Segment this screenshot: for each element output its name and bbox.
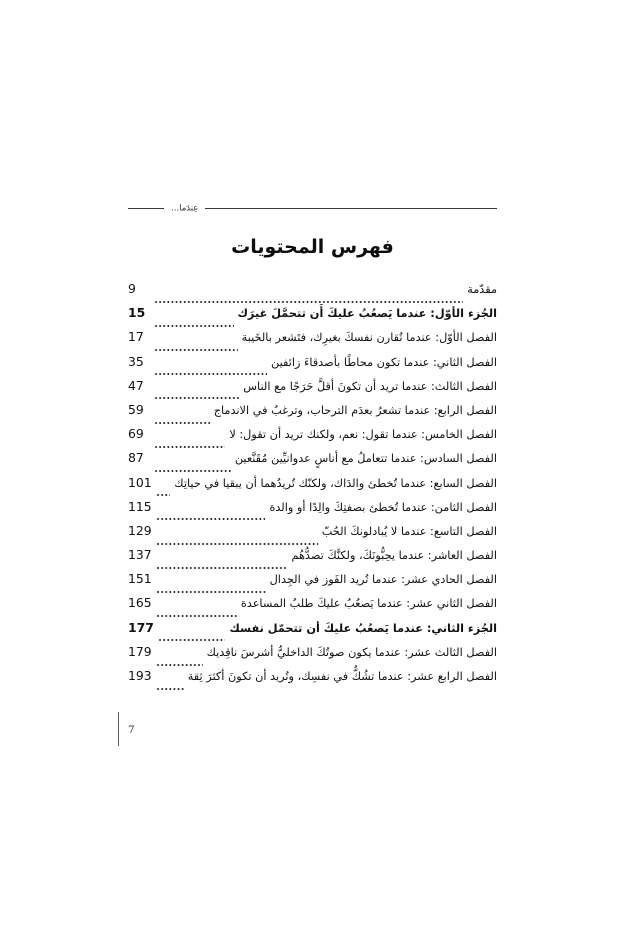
toc-entry-label: الفصل الحادي عشر: عندما تُريد الفَوز في الجِدال <box>269 573 497 587</box>
toc-entry-label: الفصل الثاني: عندما تكون محاطًا بأصدقاءَ زائفين <box>270 355 497 369</box>
toc-entry-page-number: 115 <box>128 498 152 514</box>
toc-entry[interactable] <box>128 597 497 621</box>
toc-entry-label: الفصل الثامن: عندما تُخطئ بصفتِكَ والِدًا أو والدة <box>269 500 497 514</box>
toc-entry-label: الفصل العاشر: عندما يحِبُّونَكَ، ولكنَّكَ تصدُّهُم <box>291 549 497 563</box>
toc-entry-page-number: 193 <box>128 668 152 683</box>
toc-entry[interactable] <box>128 283 497 307</box>
toc-entry-page-number: 137 <box>128 547 152 563</box>
folio-rule <box>118 712 119 746</box>
running-head-text: عِندَما... <box>171 203 199 214</box>
toc-dot-leader <box>154 320 234 329</box>
toc-entry[interactable] <box>128 522 497 549</box>
toc-dot-leader <box>154 465 231 474</box>
toc-dot-leader <box>154 368 267 377</box>
toc-entry[interactable] <box>128 643 497 670</box>
running-head <box>128 200 497 216</box>
toc-entry[interactable] <box>128 549 497 573</box>
toc-entry[interactable] <box>128 428 497 452</box>
toc-entry[interactable] <box>128 670 497 694</box>
toc-entry-label: الفصل التاسع: عندما لا يُبادلونكَ الحُبّ <box>321 524 497 538</box>
toc-dot-leader <box>156 610 237 619</box>
toc-entry-page-number: 165 <box>128 595 152 611</box>
page-title: فهرس المحتويات <box>231 236 394 258</box>
toc-entry-list <box>128 283 497 694</box>
toc-entry[interactable] <box>128 377 497 404</box>
toc-dot-leader <box>156 489 171 498</box>
toc-entry-page-number: 59 <box>128 401 144 417</box>
toc-entry-label: الفصل الخامس: عندما تقول: نعم، ولكنك تريد أن تقول: لا <box>229 428 497 442</box>
toc-entry[interactable] <box>128 452 497 476</box>
toc-dot-leader <box>154 296 463 305</box>
toc-entry-label: الفصل السادس: عندما تتعاملُ مع أناسٍ عدوانيِّين مُقَنَّعين <box>234 452 497 466</box>
toc-dot-leader <box>154 392 239 401</box>
toc-dot-leader <box>154 417 210 426</box>
toc-entry-page-number: 177 <box>128 619 154 635</box>
toc-entry-label: الفصل الثالث عشر: عندما يكون صوتُكَ الداخليُّ أشرسَ ناقِديك <box>206 645 497 659</box>
toc-entry-label: مقدّمة <box>467 283 497 296</box>
toc-dot-leader <box>156 659 203 668</box>
toc-entry-label: الفصل الرابع: عندما تشعرُ بعدَم الترحاب، وترغبُ في الاندماج <box>213 403 497 417</box>
toc-dot-leader <box>154 441 225 450</box>
toc-dot-leader <box>156 538 318 547</box>
toc-entry-label: الفصل الرابع عشر: عندما تشُكُّ في نفسِك، وتُريد أن تكونَ أكثرَ ثِقة <box>187 670 497 683</box>
toc-entry-label: الفصل الثاني عشر: عندما يَصعُبُ عليكَ طلبُ المساعدة <box>240 597 497 611</box>
toc-entry-page-number: 9 <box>128 281 136 296</box>
toc-dot-leader <box>156 683 184 692</box>
running-head-rule-outer <box>128 208 164 209</box>
toc-entry-page-number: 47 <box>128 377 144 393</box>
toc-entry-page-number: 17 <box>128 329 144 345</box>
toc-entry[interactable] <box>128 619 497 646</box>
toc-entry[interactable] <box>128 307 497 331</box>
toc-entry-label: الفصل الأوّل: عندما تُقارن نفسكَ بغيرِك، فتَشعر بالخَيبة <box>241 331 497 345</box>
toc-entry[interactable] <box>128 353 497 380</box>
toc-entry[interactable] <box>128 573 497 597</box>
folio <box>118 712 178 752</box>
toc-entry-page-number: 35 <box>128 353 144 369</box>
toc-entry-label: الجُزء الأوّل: عندما يَصعُبُ عليكَ أَن تتحمَّلَ غيرَك <box>237 307 497 321</box>
toc-entry-page-number: 69 <box>128 426 144 442</box>
toc-entry[interactable] <box>128 401 497 428</box>
toc-dot-leader <box>156 513 266 522</box>
toc-entry[interactable] <box>128 331 497 355</box>
folio-number: 7 <box>128 724 135 736</box>
toc-entry[interactable] <box>128 498 497 525</box>
toc-entry-label: الفصل السابع: عندما تُخطئ والدَاك، ولكنّك تُريدُهما أن يبقيا في حياتِك <box>174 476 497 490</box>
toc-entry-page-number: 179 <box>128 643 152 659</box>
toc-entry-page-number: 151 <box>128 571 152 587</box>
toc-entry-label: الجُزء الثاني: عندما يَصعُبُ عليكَ أن تتحمّل نفسك <box>229 621 497 635</box>
toc-dot-leader <box>156 562 288 571</box>
toc-dot-leader <box>158 634 226 643</box>
toc-entry[interactable] <box>128 474 497 501</box>
toc-entry-page-number: 87 <box>128 450 144 466</box>
toc-entry-page-number: 101 <box>128 474 152 490</box>
running-head-rule-inner <box>205 208 497 209</box>
toc-entry-page-number: 129 <box>128 522 152 538</box>
toc-dot-leader <box>154 344 238 353</box>
toc-dot-leader <box>156 586 266 595</box>
toc-entry-label: الفصل الثالث: عندما تريد أن تكونَ أقلَّ حَرَجًا مع الناس <box>243 379 497 393</box>
toc-entry-page-number: 15 <box>128 305 146 321</box>
